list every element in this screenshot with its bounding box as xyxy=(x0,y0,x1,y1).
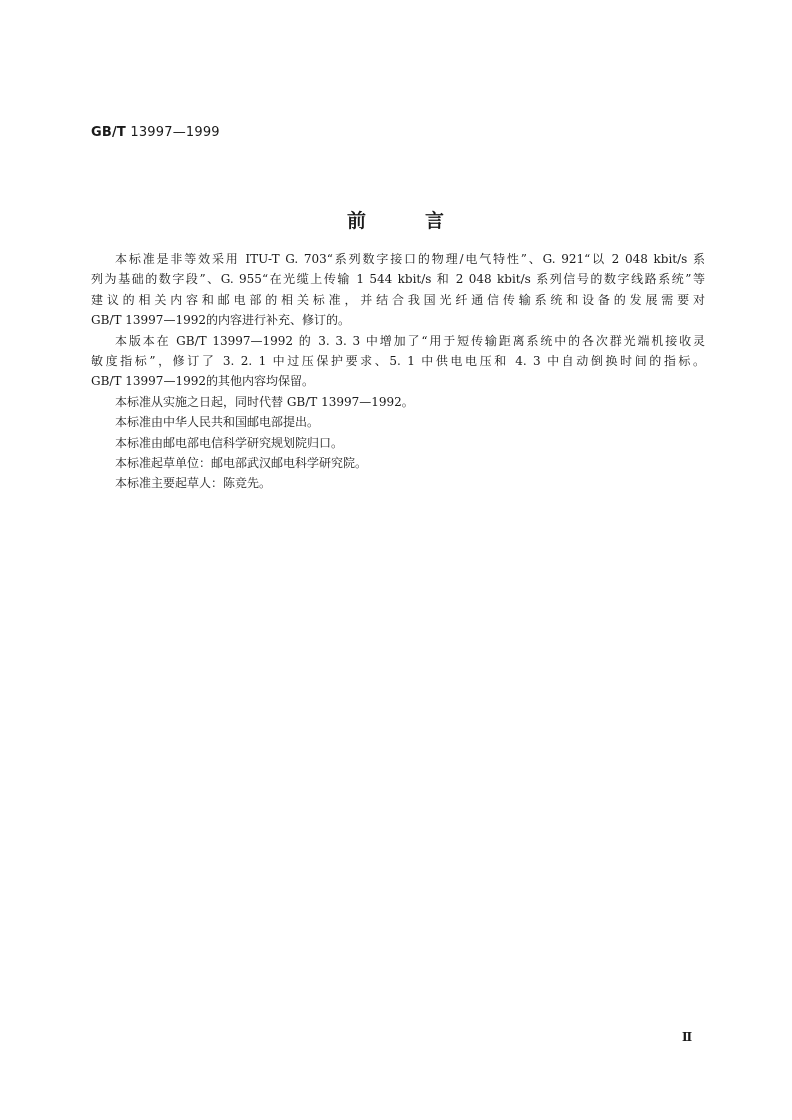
paragraph-2-line-1: 本版本在 GB/T 13997—1992 的 3. 3. 3 中增加了“用于短传输距离系统中的各次群光端机接收灵 xyxy=(115,333,705,348)
title-char-2: 言 xyxy=(425,210,446,232)
title-char-1: 前 xyxy=(346,210,367,232)
paragraph-1-line-4: GB/T 13997—1992的内容进行补充、修订的。 xyxy=(91,313,350,328)
page-title xyxy=(0,206,792,233)
paragraph-1 xyxy=(91,249,705,331)
paragraph-5-text: 本标准由邮电部电信科学研究规划院归口。 xyxy=(115,435,344,450)
paragraph-2-line-3: GB/T 13997—1992的其他内容均保留。 xyxy=(91,374,314,389)
paragraph-4 xyxy=(91,412,705,432)
standard-code: GB/T xyxy=(91,125,126,140)
paragraph-2 xyxy=(91,331,705,392)
paragraph-4-text: 本标准由中华人民共和国邮电部提出。 xyxy=(115,415,320,430)
page-number: Ⅱ xyxy=(682,1030,693,1044)
paragraph-1-line-1: 本标准是非等效采用 ITU-T G. 703“系列数字接口的物理/电气特性”、G. 921“以 2 048 kbit/s 系 xyxy=(115,252,705,266)
paragraph-7 xyxy=(91,473,705,493)
standard-header xyxy=(91,125,220,140)
paragraph-7-text: 本标准主要起草人：陈竞先。 xyxy=(115,476,272,491)
paragraph-6 xyxy=(91,453,705,473)
paragraph-5 xyxy=(91,433,705,453)
preface-body xyxy=(91,249,705,494)
paragraph-6-text: 本标准起草单位：邮电部武汉邮电科学研究院。 xyxy=(115,456,368,471)
paragraph-2-line-2: 敏度指标”，修订了 3. 2. 1 中过压保护要求、5. 1 中供电电压和 4. 3 中自动倒换时间的指标。 xyxy=(91,354,705,369)
paragraph-3 xyxy=(91,392,705,412)
standard-number: 13997—1999 xyxy=(130,125,220,140)
paragraph-3-text: 本标准从实施之日起，同时代替 GB/T 13997—1992。 xyxy=(115,394,414,409)
paragraph-1-line-2: 列为基础的数字段”、G. 955“在光缆上传输 1 544 kbit/s 和 2 048 kbit/s 系列信号的数字线路系统”等 xyxy=(91,272,705,287)
paragraph-1-line-3: 建议的相关内容和邮电部的相关标准，并结合我国光纤通信传输系统和设备的发展需要对 xyxy=(91,292,705,307)
